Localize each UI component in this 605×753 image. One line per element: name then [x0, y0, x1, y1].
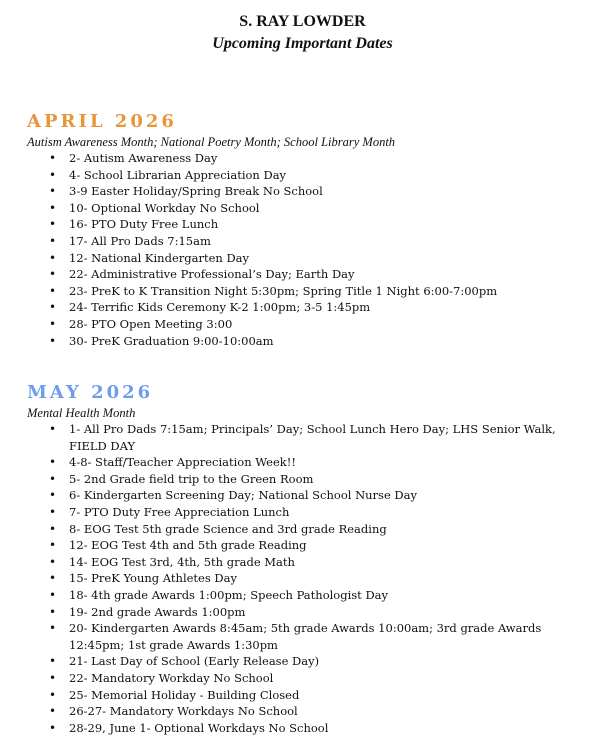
list-item: • 20- Kindergarten Awards 8:45am; 5th grade Awards 10:00am; 3rd grade Awards 12:45pm; 1st grade Awards 1:30pm: [69, 620, 597, 653]
list-item: • 16- PTO Duty Free Lunch: [69, 216, 597, 233]
list-item: • 5- 2nd Grade field trip to the Green Room: [69, 471, 597, 488]
list-item: • 8- EOG Test 5th grade Science and 3rd grade Reading: [69, 521, 597, 538]
april-observances: Autism Awareness Month; National Poetry Month; School Library Month: [27, 135, 396, 149]
list-item: • 12- National Kindergarten Day: [69, 250, 597, 267]
list-item: • 18- 4th grade Awards 1:00pm; Speech Pathologist Day: [69, 587, 597, 604]
list-item: • 21- Last Day of School (Early Release Day): [69, 653, 597, 670]
list-item: • 24- Terrific Kids Ceremony K-2 1:00pm; 3-5 1:45pm: [69, 299, 597, 316]
list-item: • 30- PreK Graduation 9:00-10:00am: [69, 333, 597, 350]
list-item: • 7- PTO Duty Free Appreciation Lunch: [69, 504, 597, 521]
list-item: • 19- 2nd grade Awards 1:00pm: [69, 604, 597, 621]
document-header: [0, 11, 605, 55]
school-name: S. RAY LOWDER: [239, 13, 366, 30]
list-item: • 1- All Pro Dads 7:15am; Principals’ Day; School Lunch Hero Day; LHS Senior Walk, FIELD DAY: [69, 421, 597, 454]
list-item: • 2- Autism Awareness Day: [69, 150, 597, 167]
list-item: • 4- School Librarian Appreciation Day: [69, 167, 597, 184]
list-item: • 22- Mandatory Workday No School: [69, 670, 597, 687]
list-item: • 3-9 Easter Holiday/Spring Break No School: [69, 183, 597, 200]
list-item: • 17- All Pro Dads 7:15am: [69, 233, 597, 250]
list-item: • 22- Administrative Professional’s Day; Earth Day: [69, 266, 597, 283]
list-item: • 10- Optional Workday No School: [69, 200, 597, 217]
list-item: • 25- Memorial Holiday - Building Closed: [69, 687, 597, 704]
may-section: [27, 382, 597, 736]
may-observances: Mental Health Month: [27, 406, 136, 420]
list-item: • 12- EOG Test 4th and 5th grade Reading: [69, 537, 597, 554]
list-item: • 23- PreK to K Transition Night 5:30pm; Spring Title 1 Night 6:00-7:00pm: [69, 283, 597, 300]
list-item: • 15- PreK Young Athletes Day: [69, 570, 597, 587]
may-event-list: [27, 421, 597, 736]
april-event-list: [27, 150, 597, 349]
list-item: • 14- EOG Test 3rd, 4th, 5th grade Math: [69, 554, 597, 571]
list-item: • 28- PTO Open Meeting 3:00: [69, 316, 597, 333]
list-item: • 26-27- Mandatory Workdays No School: [69, 703, 597, 720]
april-section: [27, 111, 597, 349]
april-title: APRIL 2026: [27, 111, 177, 132]
document-subtitle: Upcoming Important Dates: [212, 35, 393, 52]
list-item: • 6- Kindergarten Screening Day; National School Nurse Day: [69, 487, 597, 504]
list-item: • 28-29, June 1- Optional Workdays No School: [69, 720, 597, 737]
list-item: • 4-8- Staff/Teacher Appreciation Week!!: [69, 454, 597, 471]
may-title: MAY 2026: [27, 382, 154, 403]
